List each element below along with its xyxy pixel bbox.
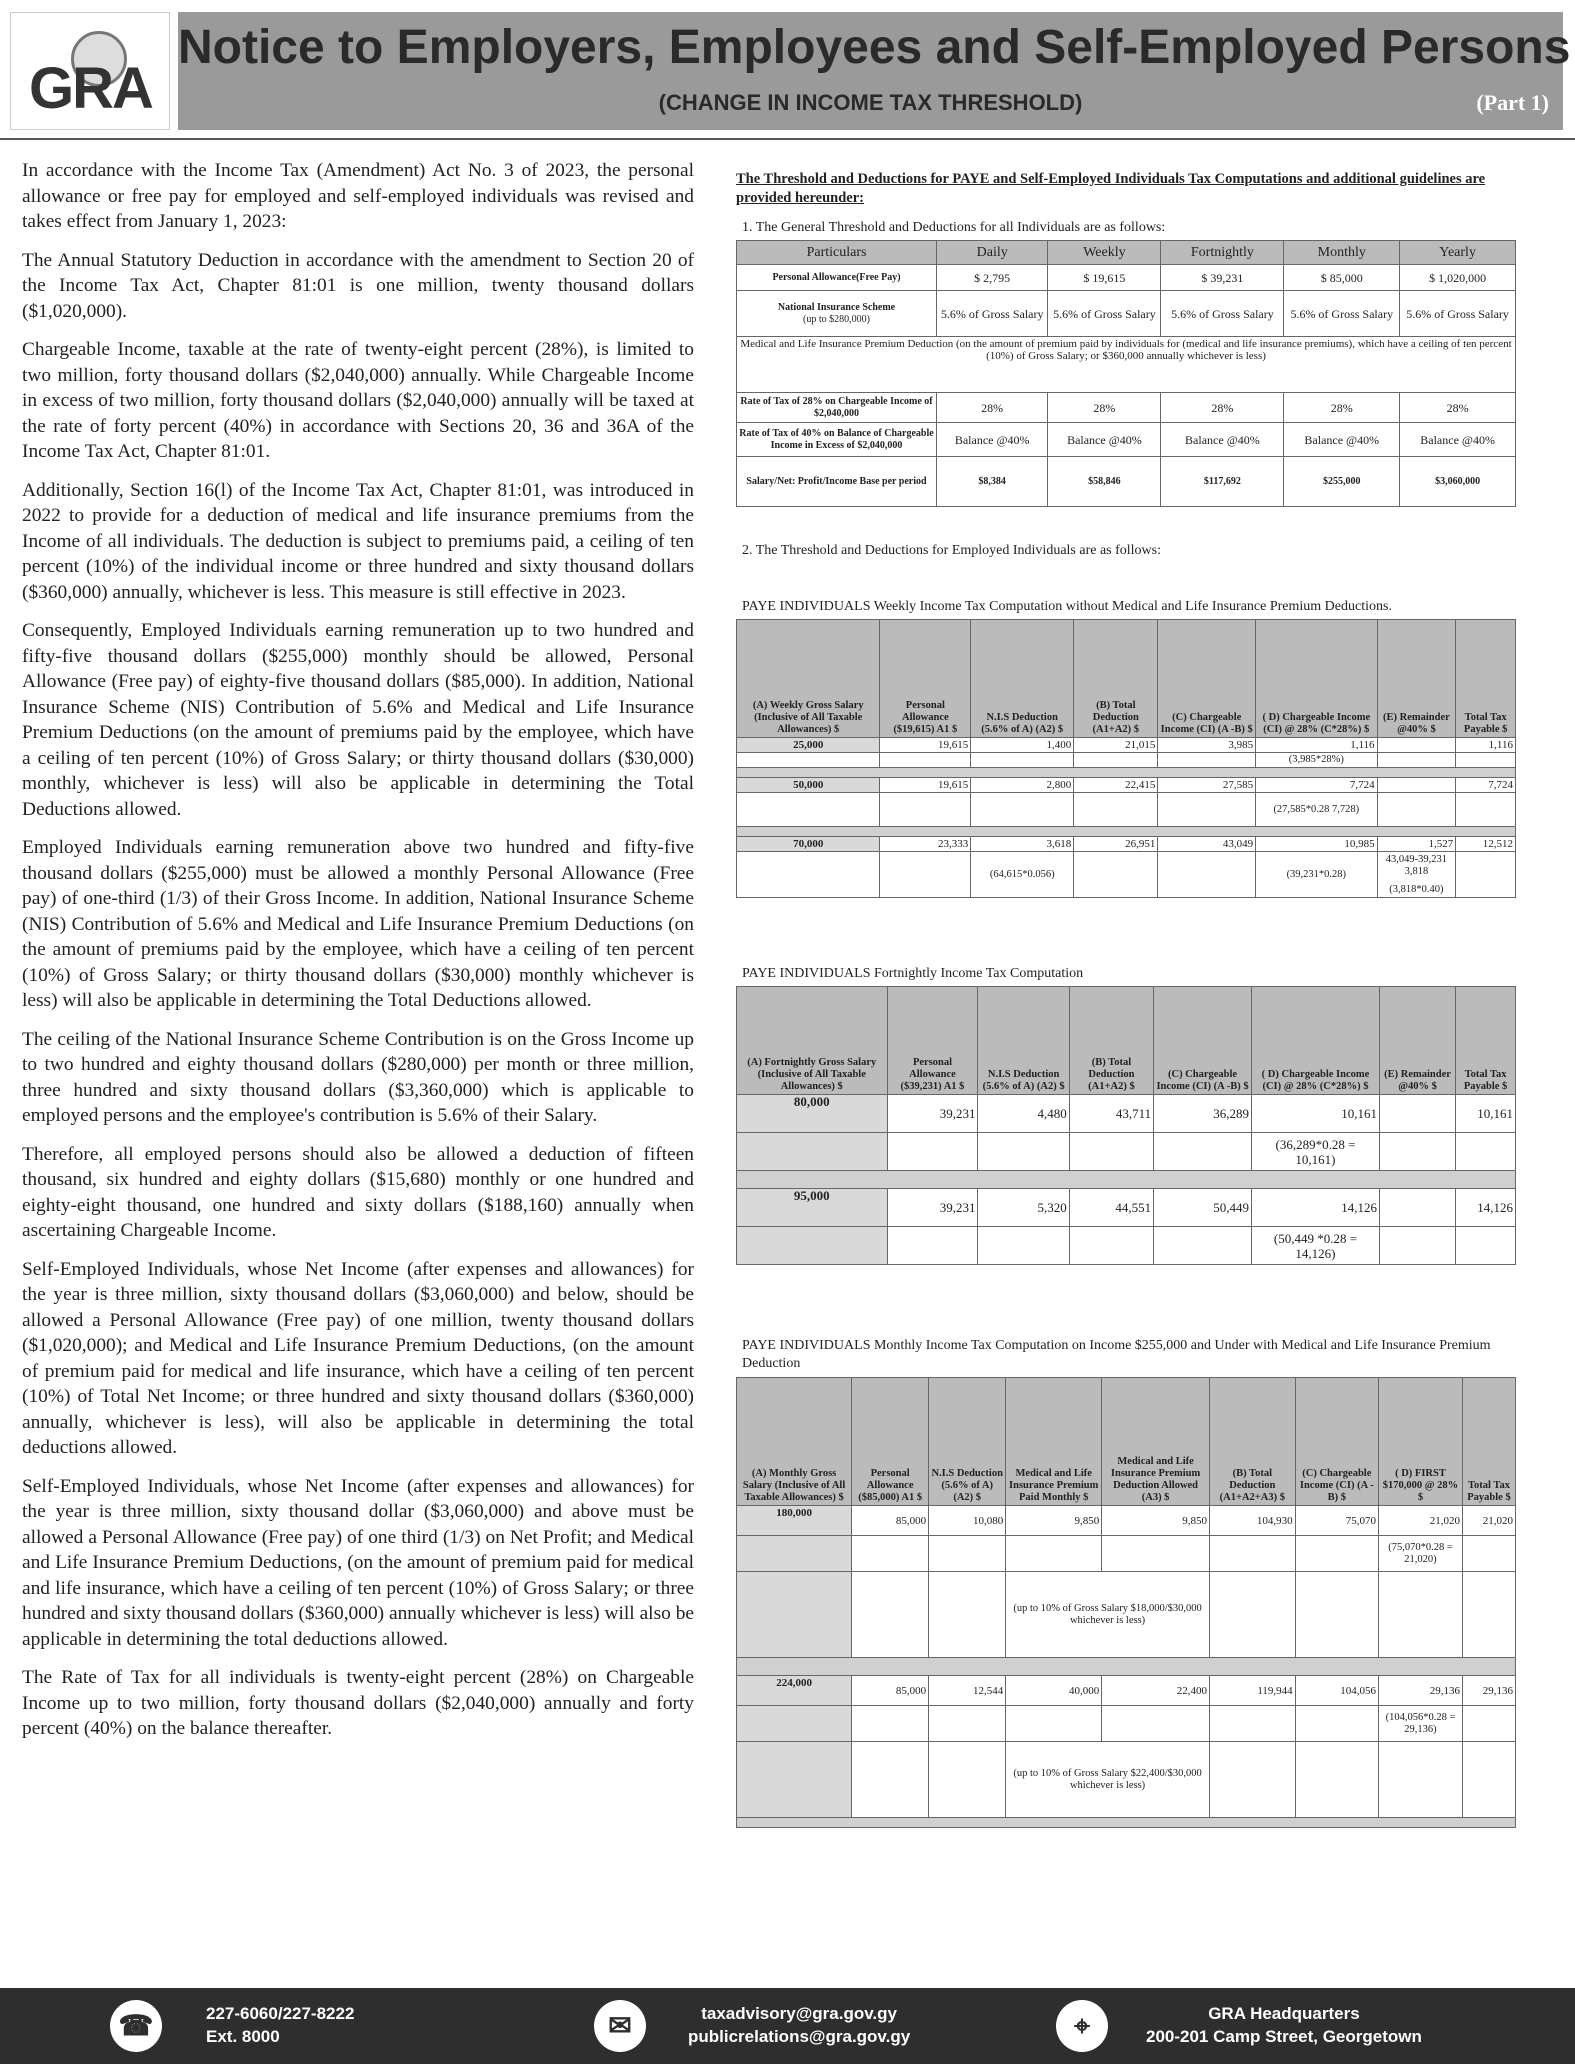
cell: 36,289 [1154, 1095, 1252, 1133]
hq-address: 200-201 Camp Street, Georgetown [1146, 2027, 1422, 2046]
cell: 10,161 [1456, 1095, 1516, 1133]
cell: 5.6% of Gross Salary [1400, 291, 1516, 337]
col-header: (A) Fortnightly Gross Salary (Inclusive of All Taxable Allowances) $ [737, 987, 888, 1095]
paragraph: Consequently, Employed Individuals earning remuneration up to two hundred and fifty-five thousand dollars ($255,000) monthly should be allowed, Personal Allowance (Free pay) of eighty-five thousand dollars ($85,000). In addition, National Insurance Scheme (NIS) Contribution of 5.6% and Medical and Life Insurance Premium Deductions (on the amount of premiums paid by the employee, which have a ceiling of ten percent (10%) of Gross Salary; or thirty thousand dollars ($30,000) monthly, whichever is less) will also be applicable in determining the Total Deductions allowed. [22, 620, 694, 820]
cell: 1,116 [1456, 738, 1516, 753]
cell: 10,080 [929, 1506, 1006, 1536]
email-icon: ✉ [594, 2000, 646, 2052]
col-header: Total Tax Payable $ [1456, 620, 1516, 738]
cell: 29,136 [1462, 1676, 1515, 1706]
item-1-label: 1. The General Threshold and Deductions for all Individuals are as follows: [742, 220, 1166, 235]
cell: 28% [1284, 393, 1400, 423]
medical-deduction-note: Medical and Life Insurance Premium Deduction (on the amount of premium paid by individuals for (medical and life insurance premiums), which have a ceiling of ten percent (10%) of Gross Salary; or $360,000 annually whichever is less) [737, 337, 1516, 393]
cell: 12,544 [929, 1676, 1006, 1706]
monthly-table-label: PAYE INDIVIDUALS Monthly Income Tax Computation on Income $255,000 and Under with Medical and Life Insurance Premium Deduction [742, 1338, 1491, 1371]
col-header: Yearly [1400, 241, 1516, 265]
col-header: (C) Chargeable Income (CI) (A -B) $ [1295, 1378, 1378, 1506]
footer-phone [206, 2002, 354, 2048]
cell: 21,020 [1378, 1506, 1462, 1536]
row-label: Salary/Net: Profit/Income Base per period [737, 457, 937, 507]
paragraph: In accordance with the Income Tax (Amendment) Act No. 3 of 2023, the personal allowance or free pay for employed and self-employed individuals was revised and takes effect from January 1, 2023: [22, 160, 694, 232]
cell: 5.6% of Gross Salary [1284, 291, 1400, 337]
col-header: (A) Weekly Gross Salary (Inclusive of All Taxable Allowances) $ [737, 620, 880, 738]
table-row [737, 837, 1516, 852]
table-row [737, 1676, 1516, 1706]
cell: Balance @40% [1161, 423, 1284, 457]
col-header: N.I.S Deduction (5.6% of A) (A2) $ [971, 620, 1074, 738]
calc-note: (104,056*0.28 = 29,136) [1378, 1706, 1462, 1742]
cell [1379, 1189, 1455, 1227]
cell [1377, 778, 1456, 793]
cell: $58,846 [1048, 457, 1161, 507]
page-subtitle: (CHANGE IN INCOME TAX THRESHOLD) [658, 90, 1083, 115]
calc-note: (50,449 *0.28 = 14,126) [1251, 1227, 1379, 1265]
cell: 19,615 [880, 738, 971, 753]
cell: 28% [1048, 393, 1161, 423]
cell: 1,527 [1377, 837, 1456, 852]
cell: 26,951 [1074, 837, 1158, 852]
left-column [22, 158, 694, 1755]
col-header: (B) Total Deduction (A1+A2) $ [1074, 620, 1158, 738]
paragraph: Employed Individuals earning remuneration above two hundred and fifty-five thousand dollars ($255,000) must be allowed a monthly Personal Allowance (Free pay) of one-third (1/3) of their Gross Income. In addition, National Insurance Scheme (NIS) Contribution of 5.6% and Medical and Life Insurance Premium Deductions (on the amount of premiums paid by the employee, which have a ceiling of ten percent (10%) of Gross Salary; or thirty thousand dollars ($30,000) monthly whichever is less) will also be applicable in determining the Total Deductions allowed. [22, 837, 694, 1011]
calc-note: (27,585*0.28 7,728) [1256, 793, 1378, 827]
paragraph: Chargeable Income, taxable at the rate of twenty-eight percent (28%), is limited to two million, forty thousand dollars ($2,040,000) annually. While Chargeable Income in excess of two million, forty thousand dollars ($2,040,000) annually will be taxed at the rate of forty percent (40%) in accordance with Sections 20, 36 and 36A of the Income Tax Act, Chapter 81:01. [22, 339, 694, 462]
col-header: ( D) FIRST $170,000 @ 28% $ [1378, 1378, 1462, 1506]
col-header: Medical and Life Insurance Premium Paid Monthly $ [1006, 1378, 1102, 1506]
calc-note: (39,231*0.28) [1256, 852, 1378, 898]
col-header: ( D) Chargeable Income (CI) @ 28% (C*28%) $ [1256, 620, 1378, 738]
cell: 21,020 [1462, 1506, 1515, 1536]
cell: 22,415 [1074, 778, 1158, 793]
header-divider [0, 138, 1575, 140]
col-header: (E) Remainder @40% $ [1377, 620, 1456, 738]
cell: 80,000 [737, 1095, 888, 1133]
cell: 5.6% of Gross Salary [1161, 291, 1284, 337]
col-header: Personal Allowance ($19,615) A1 $ [880, 620, 971, 738]
title-bar [178, 12, 1571, 130]
cell: $ 85,000 [1284, 265, 1400, 291]
row-label: Personal Allowance(Free Pay) [737, 265, 937, 291]
col-header: Total Tax Payable $ [1462, 1378, 1515, 1506]
phone-icon: ☎ [110, 2000, 162, 2052]
calc-note: (3,985*28%) [1256, 753, 1378, 768]
location-pin-icon: ⌖ [1056, 2000, 1108, 2052]
cell: $ 2,795 [937, 265, 1048, 291]
cell: 3,618 [971, 837, 1074, 852]
paragraph: Self-Employed Individuals, whose Net Income (after expenses and allowances) for the year is three million, sixty thousand dollars ($3,060,000) and below, should be allowed a Personal Allowance (Free pay) of one million, twenty thousand dollars ($1,020,000); and Medical and Life Insurance Premium Deductions, (on the amount of premium paid for medical and life insurance, which have a ceiling of ten percent (10%) of Total Net Income; or three hundred and sixty thousand dollars ($360,000) annually, whichever is less), will also be applicable in determining the total deductions allowed. [22, 1258, 694, 1458]
nis-sub: (up to $280,000) [803, 313, 870, 325]
cell: 43,049 [1158, 837, 1256, 852]
col-header: ( D) Chargeable Income (CI) @ 28% (C*28%) $ [1251, 987, 1379, 1095]
table-row [737, 1095, 1516, 1133]
cell: 39,231 [887, 1189, 978, 1227]
calc-note-line: (3,818*0.40) [1389, 883, 1444, 895]
cell [1379, 1095, 1455, 1133]
col-header: Total Tax Payable $ [1456, 987, 1516, 1095]
table-row [737, 778, 1516, 793]
cell: 224,000 [737, 1676, 852, 1706]
cell: 14,126 [1251, 1189, 1379, 1227]
general-threshold-table [736, 240, 1516, 507]
col-header: Particulars [737, 241, 937, 265]
col-header: Daily [937, 241, 1048, 265]
cell: 180,000 [737, 1506, 852, 1536]
page-title: Notice to Employers, Employees and Self-Employed Persons [178, 21, 1571, 74]
nis-label: National Insurance Scheme [777, 301, 896, 313]
cell: 28% [937, 393, 1048, 423]
col-header: (B) Total Deduction (A1+A2) $ [1069, 987, 1153, 1095]
cell: Balance @40% [1284, 423, 1400, 457]
paragraph: The ceiling of the National Insurance Scheme Contribution is on the Gross Income up to two hundred and eighty thousand dollars ($280,000) per month or three million, three hundred and sixty thousand dollars ($3,360,000) which is applicable to employed persons and the employee's contribution is 5.6% of their Salary. [22, 1028, 694, 1126]
table-row [737, 1506, 1516, 1536]
cell: $117,692 [1161, 457, 1284, 507]
cell: 12,512 [1456, 837, 1516, 852]
cell: 5,320 [978, 1189, 1069, 1227]
col-header: (A) Monthly Gross Salary (Inclusive of All Taxable Allowances) $ [737, 1378, 852, 1506]
row-label: Rate of Tax of 40% on Balance of Chargeable Income in Excess of $2,040,000 [737, 423, 937, 457]
col-header: (E) Remainder @40% $ [1379, 987, 1455, 1095]
row-label: Rate of Tax of 28% on Chargeable Income of $2,040,000 [737, 393, 937, 423]
cell: 7,724 [1256, 778, 1378, 793]
col-header: Personal Allowance ($85,000) A1 $ [852, 1378, 929, 1506]
cell: Balance @40% [1048, 423, 1161, 457]
monthly-paye-table [736, 1377, 1516, 1828]
cell: 25,000 [737, 738, 880, 753]
row-label [737, 291, 937, 337]
cell: 7,724 [1456, 778, 1516, 793]
cell: 1,116 [1256, 738, 1378, 753]
cell: 9,850 [1102, 1506, 1210, 1536]
cell: 2,800 [971, 778, 1074, 793]
cell: 50,000 [737, 778, 880, 793]
calc-note: (36,289*0.28 = 10,161) [1251, 1133, 1379, 1171]
table-row [737, 1189, 1516, 1227]
cell: 85,000 [852, 1506, 929, 1536]
cell: 29,136 [1378, 1676, 1462, 1706]
cell: 14,126 [1456, 1189, 1516, 1227]
part-label: (Part 1) [1476, 90, 1549, 115]
fortnightly-paye-table [736, 986, 1516, 1265]
calc-note-line: 43,049-39,231 3,818 [1385, 853, 1448, 877]
gra-logo [10, 12, 170, 130]
cell: 27,585 [1158, 778, 1256, 793]
footer-address [1146, 2002, 1422, 2048]
section-intro: The Threshold and Deductions for PAYE and Self-Employed Individuals Tax Computations and additional guidelines are provided hereunder: [736, 171, 1486, 206]
email-2: publicrelations@gra.gov.gy [688, 2027, 911, 2046]
item-2-label: 2. The Threshold and Deductions for Employed Individuals are as follows: [742, 543, 1162, 558]
paragraph: The Annual Statutory Deduction in accordance with the amendment to Section 20 of the Income Tax Act, Chapter 81:01 is one million, twenty thousand dollars ($1,020,000). [22, 249, 694, 322]
cell: 1,400 [971, 738, 1074, 753]
paragraph: Self-Employed Individuals, whose Net Income (after expenses and allowances) for the year is three million, sixty thousand dollar ($3,060,000) and above must be allowed a Personal Allowance (Free pay) of one third (1/3) on Net Profit; and Medical and Life Insurance Premium Deductions, (on the amount of premium paid for medical and life insurance, which have a ceiling of ten percent (10%) of Gross Salary; or three hundred and sixty thousand dollars ($360,000) annually whichever is less) will also be applicable in determining the total deductions allowed. [22, 1475, 694, 1650]
cell: $8,384 [937, 457, 1048, 507]
medical-note: (up to 10% of Gross Salary $22,400/$30,000 whichever is less) [1006, 1742, 1210, 1818]
cell: Balance @40% [1400, 423, 1516, 457]
hq-label: GRA Headquarters [1208, 2004, 1360, 2023]
footer [0, 1988, 1575, 2064]
col-header: Fortnightly [1161, 241, 1284, 265]
cell: 28% [1161, 393, 1284, 423]
calc-note [1377, 852, 1456, 898]
weekly-paye-table [736, 619, 1516, 898]
col-header: Personal Allowance ($39,231) A1 $ [887, 987, 978, 1095]
cell: $ 1,020,000 [1400, 265, 1516, 291]
cell: 9,850 [1006, 1506, 1102, 1536]
cell: 44,551 [1069, 1189, 1153, 1227]
cell: $ 39,231 [1161, 265, 1284, 291]
cell: 119,944 [1209, 1676, 1295, 1706]
col-header: (B) Total Deduction (A1+A2+A3) $ [1209, 1378, 1295, 1506]
email-1: taxadvisory@gra.gov.gy [701, 2004, 897, 2023]
cell: 28% [1400, 393, 1516, 423]
medical-note: (up to 10% of Gross Salary $18,000/$30,000 whichever is less) [1006, 1572, 1210, 1658]
cell: 39,231 [887, 1095, 978, 1133]
cell: 10,985 [1256, 837, 1378, 852]
cell: 19,615 [880, 778, 971, 793]
cell: 104,930 [1209, 1506, 1295, 1536]
weekly-table-label: PAYE INDIVIDUALS Weekly Income Tax Computation without Medical and Life Insurance Premium Deductions. [742, 599, 1392, 614]
cell: $3,060,000 [1400, 457, 1516, 507]
cell: 23,333 [880, 837, 971, 852]
col-header: Monthly [1284, 241, 1400, 265]
cell: 40,000 [1006, 1676, 1102, 1706]
cell: 85,000 [852, 1676, 929, 1706]
cell: 70,000 [737, 837, 880, 852]
cell: 4,480 [978, 1095, 1069, 1133]
fortnightly-table-label: PAYE INDIVIDUALS Fortnightly Income Tax Computation [742, 966, 1084, 981]
cell: 50,449 [1154, 1189, 1252, 1227]
paragraph: The Rate of Tax for all individuals is twenty-eight percent (28%) on Chargeable Income up to two million, forty thousand dollars ($2,040,000) annually and forty percent (40%) on the balance thereafter. [22, 1667, 694, 1739]
cell: 10,161 [1251, 1095, 1379, 1133]
cell [1377, 738, 1456, 753]
cell: 43,711 [1069, 1095, 1153, 1133]
cell: 21,015 [1074, 738, 1158, 753]
calc-note: (64,615*0.056) [971, 852, 1074, 898]
right-column [736, 170, 1516, 1828]
col-header: Weekly [1048, 241, 1161, 265]
table-row [737, 738, 1516, 753]
cell: $255,000 [1284, 457, 1400, 507]
paragraph: Therefore, all employed persons should also be allowed a deduction of fifteen thousand, six hundred and eighty dollars ($15,680) monthly or one hundred and eighty-eight thousand, one hundred and sixty dollars ($188,160) annually when ascertaining Chargeable Income. [22, 1143, 694, 1241]
cell: 5.6% of Gross Salary [937, 291, 1048, 337]
cell: 5.6% of Gross Salary [1048, 291, 1161, 337]
cell: $ 19,615 [1048, 265, 1161, 291]
cell: 104,056 [1295, 1676, 1378, 1706]
cell: 22,400 [1102, 1676, 1210, 1706]
col-header: N.I.S Deduction (5.6% of A) (A2) $ [929, 1378, 1006, 1506]
phone-number: 227-6060/227-8222 [206, 2004, 355, 2023]
col-header: (C) Chargeable Income (CI) (A -B) $ [1154, 987, 1252, 1095]
cell: 75,070 [1295, 1506, 1378, 1536]
col-header: Medical and Life Insurance Premium Deduction Allowed (A3) $ [1102, 1378, 1210, 1506]
footer-email [688, 2002, 910, 2048]
col-header: (C) Chargeable Income (CI) (A -B) $ [1158, 620, 1256, 738]
logo-text: GRA [29, 56, 152, 121]
paragraph: Additionally, Section 16(l) of the Income Tax Act, Chapter 81:01, was introduced in 2022 to provide for a deduction of medical and life insurance premiums from the Income of all individuals. The deduction is subject to premiums paid, a ceiling of ten percent (10%) of the individual income or three hundred and sixty thousand dollars ($360,000) annually, whichever is less. This measure is still effective in 2023. [22, 479, 694, 603]
cell: 95,000 [737, 1189, 888, 1227]
cell: 3,985 [1158, 738, 1256, 753]
col-header: N.I.S Deduction (5.6% of A) (A2) $ [978, 987, 1069, 1095]
header [0, 0, 1575, 138]
phone-ext: Ext. 8000 [206, 2027, 280, 2046]
calc-note: (75,070*0.28 = 21,020) [1378, 1536, 1462, 1572]
cell: Balance @40% [937, 423, 1048, 457]
